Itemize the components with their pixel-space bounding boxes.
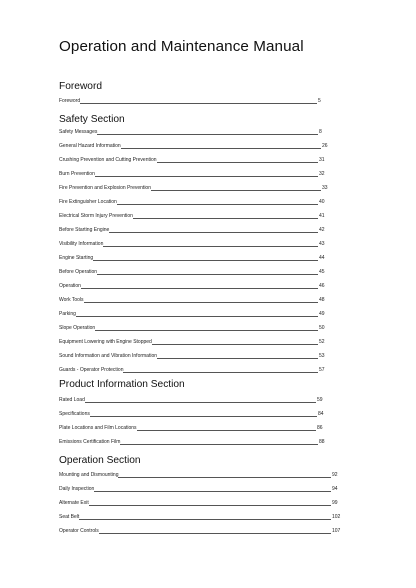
toc-entry-label: Seat Belt: [59, 514, 80, 520]
toc-entry-page-number: 49: [319, 311, 325, 317]
toc-entry-page-number: 50: [319, 325, 325, 331]
leader-line: [123, 372, 318, 373]
toc-entry[interactable]: [59, 439, 334, 447]
toc-entry-page-number: 48: [319, 297, 325, 303]
leader-line: [137, 430, 316, 431]
toc-entry-label: Before Operation: [59, 269, 98, 275]
toc-entry-page-number: 33: [322, 185, 328, 191]
toc-entry[interactable]: [59, 171, 334, 179]
toc-entry-label: Parking: [59, 311, 76, 317]
section-heading: Operation Section: [59, 455, 141, 466]
toc-entry[interactable]: [59, 500, 338, 508]
toc-entry-label: Burn Prevention: [59, 171, 95, 177]
leader-line: [151, 190, 321, 191]
toc-entry[interactable]: [59, 339, 334, 347]
leader-line: [95, 330, 318, 331]
toc-entry-label: Alternate Exit: [59, 500, 89, 506]
leader-line: [118, 477, 331, 478]
leader-line: [157, 162, 318, 163]
toc-entry-label: Slope Operation: [59, 325, 96, 331]
toc-entry-page-number: 46: [319, 283, 325, 289]
toc-entry[interactable]: [59, 325, 334, 333]
toc-entry-label: Emissions Certification Film: [59, 439, 121, 445]
toc-entry[interactable]: [59, 98, 334, 106]
leader-line: [93, 260, 318, 261]
toc-entry[interactable]: [59, 311, 334, 319]
leader-line: [103, 246, 318, 247]
toc-entry-page-number: 94: [332, 486, 338, 492]
toc-entry-label: Equipment Lowering with Engine Stopped: [59, 339, 152, 345]
toc-entry-page-number: 102: [332, 514, 341, 520]
document-title: Operation and Maintenance Manual: [59, 38, 304, 55]
toc-entry[interactable]: [59, 411, 334, 419]
toc-entry-page-number: 88: [319, 439, 325, 445]
section-heading: Product Information Section: [59, 379, 185, 390]
toc-entry-label: Fire Extinguisher Location: [59, 199, 117, 205]
toc-entry-label: Rated Load: [59, 397, 85, 403]
toc-entry[interactable]: [59, 143, 334, 151]
toc-entry[interactable]: [59, 227, 334, 235]
leader-line: [79, 519, 331, 520]
toc-entry-page-number: 40: [319, 199, 325, 205]
toc-entry-page-number: 59: [317, 397, 323, 403]
toc-entry-page-number: 26: [322, 143, 328, 149]
toc-entry[interactable]: [59, 283, 334, 291]
toc-entry-page-number: 99: [332, 500, 338, 506]
toc-entry[interactable]: [59, 185, 334, 193]
leader-line: [117, 204, 318, 205]
leader-line: [152, 344, 318, 345]
toc-entry-label: Work Tools: [59, 297, 84, 303]
toc-entry[interactable]: [59, 255, 334, 263]
toc-entry[interactable]: [59, 353, 334, 361]
toc-entry[interactable]: [59, 472, 338, 480]
leader-line: [97, 274, 318, 275]
toc-entry[interactable]: [59, 241, 334, 249]
toc-entry[interactable]: [59, 129, 334, 137]
toc-entry-page-number: 31: [319, 157, 325, 163]
toc-entry[interactable]: [59, 367, 334, 375]
toc-entry-page-number: 84: [318, 411, 324, 417]
toc-entry[interactable]: [59, 397, 334, 405]
section-heading: Safety Section: [59, 114, 125, 125]
toc-entry[interactable]: [59, 269, 334, 277]
toc-entry[interactable]: [59, 514, 341, 522]
toc-entry-page-number: 45: [319, 269, 325, 275]
leader-line: [97, 134, 318, 135]
toc-entry-page-number: 92: [332, 472, 338, 478]
toc-entry-page-number: 107: [332, 528, 341, 534]
toc-entry-label: Before Starting Engine: [59, 227, 110, 233]
leader-line: [157, 358, 318, 359]
toc-entry-label: Daily Inspection: [59, 486, 95, 492]
toc-entry-label: Operation: [59, 283, 81, 289]
toc-entry-page-number: 86: [317, 425, 323, 431]
toc-entry-label: Plate Locations and Film Locations: [59, 425, 137, 431]
toc-entry-label: Operator Controls: [59, 528, 99, 534]
toc-entry-page-number: 32: [319, 171, 325, 177]
toc-entry-page-number: 44: [319, 255, 325, 261]
toc-entry-label: Safety Messages: [59, 129, 98, 135]
toc-entry-page-number: 53: [319, 353, 325, 359]
leader-line: [84, 302, 318, 303]
leader-line: [99, 533, 331, 534]
leader-line: [121, 148, 321, 149]
toc-entry-label: Visibility Information: [59, 241, 104, 247]
toc-entry-page-number: 8: [319, 129, 322, 135]
toc-entry-page-number: 52: [319, 339, 325, 345]
section-heading: Foreword: [59, 81, 103, 92]
leader-line: [76, 316, 318, 317]
leader-line: [90, 416, 317, 417]
toc-entry[interactable]: [59, 528, 341, 536]
leader-line: [109, 232, 318, 233]
toc-entry[interactable]: [59, 297, 334, 305]
toc-entry-page-number: 43: [319, 241, 325, 247]
toc-entry[interactable]: [59, 157, 334, 165]
leader-line: [89, 505, 331, 506]
leader-line: [80, 103, 317, 104]
leader-line: [133, 218, 318, 219]
toc-entry-label: Engine Starting: [59, 255, 94, 261]
toc-entry-label: Mounting and Dismounting: [59, 472, 119, 478]
toc-entry-page-number: 41: [319, 213, 325, 219]
leader-line: [81, 288, 318, 289]
toc-entry-label: Crushing Prevention and Cutting Prevention: [59, 157, 157, 163]
toc-entry-label: Sound Information and Vibration Information: [59, 353, 158, 359]
toc-entry-label: General Hazard Information: [59, 143, 121, 149]
toc-entry-label: Electrical Storm Injury Prevention: [59, 213, 133, 219]
toc-entry-label: Guards - Operator Protection: [59, 367, 124, 373]
toc-entry-page-number: 57: [319, 367, 325, 373]
toc-entry-page-number: 42: [319, 227, 325, 233]
leader-line: [85, 402, 316, 403]
leader-line: [120, 444, 318, 445]
toc-entry-label: Specifications: [59, 411, 90, 417]
toc-entry-label: Foreword: [59, 98, 81, 104]
toc-entry[interactable]: [59, 213, 334, 221]
leader-line: [94, 491, 331, 492]
toc-entry[interactable]: [59, 199, 334, 207]
toc-entry[interactable]: [59, 486, 338, 494]
toc-entry-label: Fire Prevention and Explosion Prevention: [59, 185, 151, 191]
toc-entry[interactable]: [59, 425, 334, 433]
leader-line: [95, 176, 318, 177]
toc-entry-page-number: 5: [318, 98, 321, 104]
